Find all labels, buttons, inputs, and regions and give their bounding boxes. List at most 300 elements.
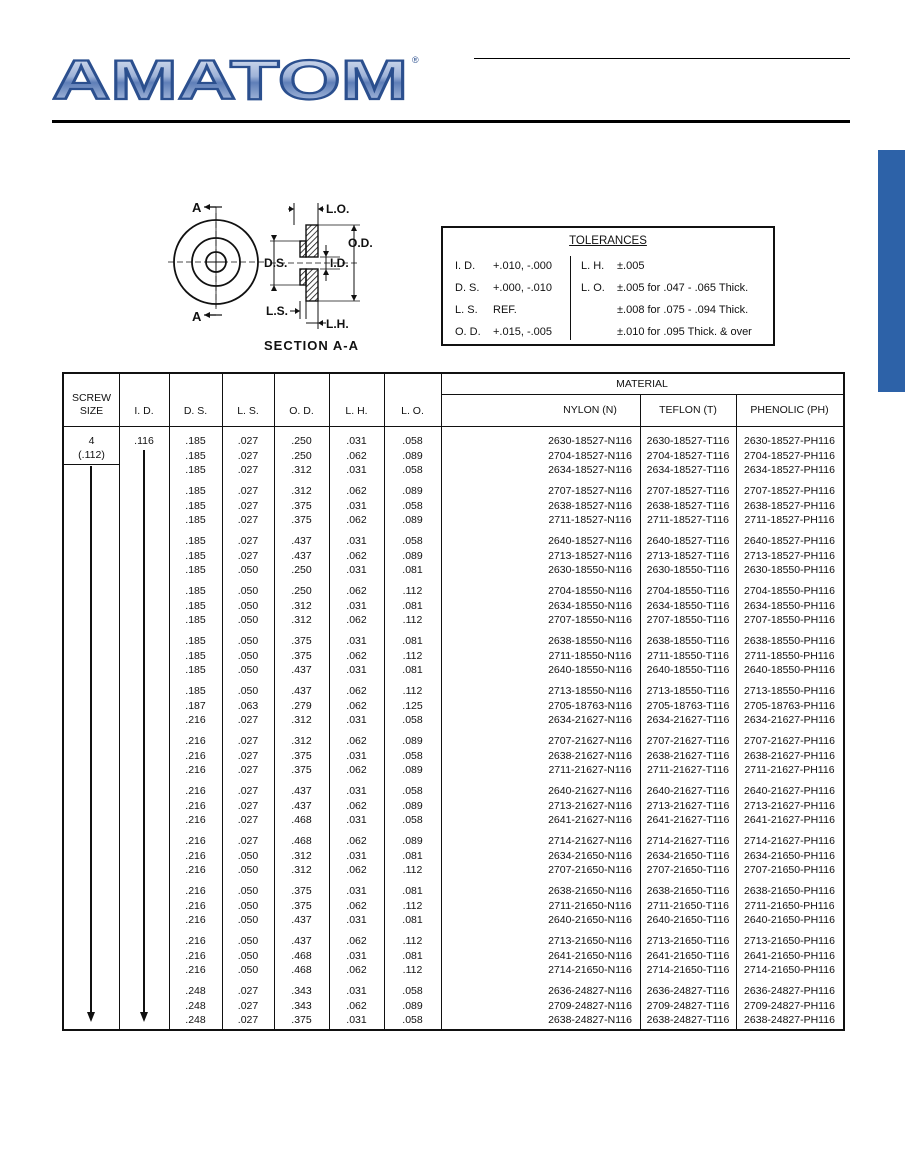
cell-lo: .081: [402, 635, 423, 647]
tolerance-row: [581, 280, 771, 296]
dimension-label-ls: L.S.: [266, 304, 289, 318]
cell-od: .437: [291, 535, 312, 547]
cell-lo: .089: [402, 549, 423, 562]
cell-ds: .185: [185, 499, 206, 512]
cell-t: 2707-21627-T116: [646, 735, 730, 747]
cell-od: .250: [291, 435, 312, 447]
cell-ph: 2636-24827-PH116: [744, 985, 835, 997]
cell-ds: .185: [185, 549, 206, 562]
cell-ph: 2714-21627-PH116: [744, 835, 835, 847]
cell-n: 2638-21650-N116: [548, 885, 632, 897]
cell-ds: .185: [185, 685, 206, 697]
cell-ds: .216: [185, 964, 206, 976]
cell-ls: .050: [237, 964, 259, 976]
screw-size-arrow-shaft: [90, 466, 92, 1012]
cell-n: 2711-21650-N116: [548, 899, 632, 912]
tolerance-value: ±.010 for .095 Thick. & over: [617, 326, 752, 338]
cell-ph: 2638-18550-PH116: [744, 635, 835, 647]
header-material: MATERIAL: [616, 378, 668, 390]
section-label-a-bottom: A: [192, 309, 202, 324]
cell-n: 2630-18527-N116: [548, 435, 632, 447]
tolerance-row: [455, 280, 570, 296]
cell-lh: .062: [346, 485, 367, 497]
cell-ph: 2641-21627-PH116: [744, 814, 835, 826]
cell-ph: 2707-21627-PH116: [744, 735, 835, 747]
cell-n: 2641-21650-N116: [548, 949, 632, 962]
cell-t: 2711-18527-T116: [647, 514, 729, 526]
cell-lh: .062: [346, 549, 367, 562]
cell-ls: .027: [237, 499, 259, 512]
cell-ph: 2640-21627-PH116: [744, 785, 835, 797]
cell-t: 2630-18550-T116: [646, 564, 730, 576]
cell-ls: .050: [237, 949, 259, 962]
cell-lh: .062: [346, 735, 367, 747]
cell-t: 2713-18527-T116: [646, 549, 730, 562]
cell-ls: .027: [237, 435, 259, 447]
id-value: .116: [134, 435, 154, 447]
cell-t: 2641-21650-T116: [646, 949, 730, 962]
column-divider: [119, 374, 120, 1029]
cell-t: 2713-21627-T116: [646, 799, 730, 812]
column-divider: [441, 374, 442, 1029]
cell-lo: .081: [402, 599, 423, 612]
cell-n: 2634-18527-N116: [548, 464, 632, 476]
cell-n: 2713-21627-N116: [548, 799, 632, 812]
cell-n: 2640-18527-N116: [548, 535, 632, 547]
cell-lh: .031: [346, 914, 367, 926]
cell-lo: .081: [402, 949, 423, 962]
cell-lh: .031: [346, 949, 367, 962]
cell-t: 2636-24827-T116: [646, 985, 730, 997]
header-screw-size: SCREW SIZE: [71, 392, 112, 417]
tolerance-value: +.010, -.000: [493, 260, 553, 272]
cell-lo: .112: [402, 899, 423, 912]
registered-mark: ®: [412, 55, 419, 65]
cell-t: 2704-18550-T116: [646, 585, 730, 597]
cell-ph: 2707-18550-PH116: [744, 614, 835, 626]
cell-lh: .031: [346, 564, 367, 576]
cell-ph: 2634-18550-PH116: [744, 599, 835, 612]
section-caption: SECTION A-A: [264, 338, 360, 353]
cell-t: 2638-21650-T116: [646, 885, 730, 897]
cell-lh: .062: [346, 999, 367, 1012]
cell-lh: .031: [346, 749, 367, 762]
cell-lo: .058: [402, 435, 423, 447]
cell-ds: .216: [185, 935, 206, 947]
tolerance-value: ±.005 for .047 - .065 Thick.: [617, 282, 749, 294]
cell-lh: .062: [346, 835, 367, 847]
cell-t: 2640-18550-T116: [646, 664, 730, 676]
cell-ph: 2711-21627-PH116: [744, 764, 835, 776]
header-id: I. D.: [134, 405, 154, 417]
cell-ls: .027: [237, 449, 259, 462]
cell-lo: .058: [402, 1014, 423, 1026]
screw-size-box-rule: [64, 464, 119, 465]
cell-ph: 2638-21650-PH116: [744, 885, 835, 897]
cell-ls: .027: [237, 764, 259, 776]
cell-ds: .185: [185, 585, 206, 597]
cell-od: .468: [291, 949, 312, 962]
cell-od: .312: [291, 599, 312, 612]
cell-ds: .216: [185, 835, 206, 847]
cell-n: 2705-18763-N116: [548, 699, 632, 712]
cell-lh: .062: [346, 614, 367, 626]
cell-lo: .112: [402, 964, 423, 976]
cell-ds: .185: [185, 435, 206, 447]
cell-lo: .089: [402, 485, 423, 497]
cell-ph: 2711-18550-PH116: [744, 649, 835, 662]
cell-ls: .050: [237, 614, 259, 626]
cell-ls: .027: [237, 999, 259, 1012]
cell-ds: .216: [185, 885, 206, 897]
cell-n: 2638-18527-N116: [548, 499, 632, 512]
cell-lh: .031: [346, 714, 367, 726]
cell-ds: .216: [185, 764, 206, 776]
cell-n: 2638-18550-N116: [548, 635, 632, 647]
cell-ds: .185: [185, 649, 206, 662]
cell-ds: .248: [185, 985, 206, 997]
cell-od: .375: [291, 899, 312, 912]
screw-size-value: 4: [88, 435, 95, 447]
tolerance-row: [455, 324, 570, 340]
cell-ds: .185: [185, 635, 206, 647]
cell-lh: .062: [346, 699, 367, 712]
cell-lo: .058: [402, 535, 423, 547]
cell-lo: .125: [402, 699, 423, 712]
cell-ph: 2713-18527-PH116: [744, 549, 835, 562]
cell-lh: .031: [346, 635, 367, 647]
cell-n: 2713-18527-N116: [548, 549, 632, 562]
tolerance-row: [455, 258, 570, 274]
header-lo: L. O.: [401, 405, 424, 417]
cell-lo: .089: [402, 514, 423, 526]
cell-ph: 2640-18550-PH116: [744, 664, 835, 676]
cell-n: 2711-18527-N116: [548, 514, 632, 526]
cell-lo: .112: [402, 685, 423, 697]
cell-od: .312: [291, 464, 312, 476]
cell-lh: .062: [346, 764, 367, 776]
cell-ph: 2709-24827-PH116: [744, 999, 835, 1012]
cell-t: 2641-21627-T116: [646, 814, 730, 826]
cell-t: 2711-21650-T116: [647, 899, 729, 912]
id-arrow-shaft: [143, 450, 145, 1012]
header-rule-short: [474, 58, 850, 59]
washer-top-view: [168, 207, 264, 315]
cell-lh: .031: [346, 1014, 367, 1026]
cell-lo: .089: [402, 835, 423, 847]
cell-ls: .027: [237, 749, 259, 762]
material-header-rule: [441, 394, 843, 395]
cell-lo: .112: [402, 614, 423, 626]
cell-ph: 2641-21650-PH116: [744, 949, 835, 962]
cell-ph: 2630-18550-PH116: [744, 564, 835, 576]
cell-ls: .050: [237, 885, 259, 897]
cell-n: 2640-21627-N116: [548, 785, 632, 797]
cell-lh: .031: [346, 499, 367, 512]
cell-t: 2640-21627-T116: [646, 785, 730, 797]
cell-t: 2630-18527-T116: [646, 435, 730, 447]
cell-ph: 2638-21627-PH116: [744, 749, 835, 762]
cell-lh: .031: [346, 435, 367, 447]
cell-ph: 2713-18550-PH116: [744, 685, 835, 697]
cell-od: .468: [291, 964, 312, 976]
cell-ds: .185: [185, 485, 206, 497]
cell-t: 2638-18527-T116: [646, 499, 730, 512]
section-label-a-top: A: [192, 200, 202, 215]
logo-text: AMATOM: [52, 52, 408, 106]
cell-ds: .185: [185, 535, 206, 547]
cell-ls: .050: [237, 564, 259, 576]
cell-od: .437: [291, 935, 312, 947]
cell-ls: .063: [237, 699, 259, 712]
cell-ds: .216: [185, 864, 206, 876]
cell-ds: .185: [185, 514, 206, 526]
tolerance-row: [455, 302, 570, 318]
cell-ls: .050: [237, 864, 259, 876]
cell-lo: .112: [402, 864, 423, 876]
cell-lo: .058: [402, 749, 423, 762]
cell-lo: .089: [402, 799, 423, 812]
cell-ph: 2707-21650-PH116: [744, 864, 835, 876]
cell-lh: .062: [346, 964, 367, 976]
cell-t: 2638-18550-T116: [646, 635, 730, 647]
cell-ls: .050: [237, 664, 259, 676]
dimension-label-lh: L.H.: [326, 317, 349, 331]
cell-t: 2707-18550-T116: [646, 614, 730, 626]
cell-ph: 2634-21627-PH116: [744, 714, 835, 726]
cell-ls: .027: [237, 785, 259, 797]
cell-n: 2641-21627-N116: [548, 814, 632, 826]
cell-ph: 2630-18527-PH116: [744, 435, 835, 447]
cell-od: .312: [291, 864, 312, 876]
cell-od: .250: [291, 564, 312, 576]
cell-n: 2714-21627-N116: [548, 835, 632, 847]
cell-n: 2638-21627-N116: [548, 749, 632, 762]
cell-ls: .050: [237, 935, 259, 947]
cell-lo: .058: [402, 464, 423, 476]
cell-n: 2634-18550-N116: [548, 599, 632, 612]
side-tab: [878, 150, 905, 392]
cell-ph: 2707-18527-PH116: [744, 485, 835, 497]
cell-lh: .031: [346, 785, 367, 797]
cell-ph: 2705-18763-PH116: [744, 699, 835, 712]
tolerance-key: D. S.: [455, 282, 480, 294]
cell-n: 2707-21650-N116: [548, 864, 632, 876]
cell-t: 2714-21627-T116: [646, 835, 730, 847]
cell-ph: 2713-21627-PH116: [744, 799, 835, 812]
cell-od: .437: [291, 799, 312, 812]
cell-lh: .062: [346, 585, 367, 597]
cell-ph: 2713-21650-PH116: [744, 935, 835, 947]
cell-ls: .050: [237, 635, 259, 647]
tolerance-value: ±.008 for .075 - .094 Thick.: [617, 304, 749, 316]
cell-lh: .031: [346, 535, 367, 547]
cell-od: .250: [291, 449, 312, 462]
cell-ph: 2638-18527-PH116: [744, 499, 835, 512]
cell-ph: 2704-18527-PH116: [744, 449, 835, 462]
cell-ls: .050: [237, 585, 259, 597]
cell-t: 2709-24827-T116: [646, 999, 730, 1012]
cell-lo: .058: [402, 785, 423, 797]
tolerance-value: +.000, -.010: [493, 282, 553, 294]
cell-od: .375: [291, 1014, 312, 1026]
cell-n: 2707-18527-N116: [548, 485, 632, 497]
cell-lh: .062: [346, 899, 367, 912]
cell-ds: .185: [185, 664, 206, 676]
cell-lh: .062: [346, 799, 367, 812]
cell-od: .312: [291, 735, 312, 747]
cell-n: 2640-18550-N116: [548, 664, 632, 676]
header-bottom-rule: [64, 426, 843, 427]
cell-lh: .031: [346, 664, 367, 676]
cell-od: .312: [291, 849, 312, 862]
cell-lo: .112: [402, 649, 423, 662]
tolerance-value: +.015, -.005: [493, 326, 553, 338]
cell-t: 2713-21650-T116: [646, 935, 730, 947]
cell-lo: .089: [402, 449, 423, 462]
cell-t: 2634-21650-T116: [646, 849, 730, 862]
cell-od: .375: [291, 514, 312, 526]
cell-t: 2711-21627-T116: [647, 764, 729, 776]
cell-t: 2634-18550-T116: [646, 599, 730, 612]
tolerance-key: O. D.: [455, 326, 481, 338]
tolerance-key: L. O.: [581, 282, 605, 294]
cell-ds: .248: [185, 999, 206, 1012]
cell-ls: .027: [237, 514, 259, 526]
tolerance-key: I. D.: [455, 260, 476, 272]
cell-ph: 2711-21650-PH116: [744, 899, 835, 912]
cell-t: 2707-18527-T116: [646, 485, 730, 497]
cell-od: .437: [291, 685, 312, 697]
cell-lh: .062: [346, 514, 367, 526]
cell-od: .375: [291, 764, 312, 776]
cell-t: 2640-18527-T116: [646, 535, 730, 547]
cell-t: 2634-21627-T116: [646, 714, 730, 726]
cell-ls: .027: [237, 1014, 259, 1026]
cell-ds: .185: [185, 464, 206, 476]
cell-lh: .031: [346, 985, 367, 997]
cell-lh: .031: [346, 599, 367, 612]
cell-ph: 2640-18527-PH116: [744, 535, 835, 547]
cell-od: .250: [291, 585, 312, 597]
cell-ph: 2704-18550-PH116: [744, 585, 835, 597]
tolerance-row: [581, 258, 771, 274]
washer-diagram: [160, 195, 400, 355]
cell-ls: .027: [237, 985, 259, 997]
cell-lh: .062: [346, 685, 367, 697]
cell-od: .437: [291, 914, 312, 926]
cell-lo: .058: [402, 714, 423, 726]
cell-od: .437: [291, 549, 312, 562]
cell-od: .375: [291, 635, 312, 647]
cell-lo: .089: [402, 764, 423, 776]
id-arrow-head: [140, 1012, 148, 1022]
cell-n: 2634-21650-N116: [548, 849, 632, 862]
cell-ls: .027: [237, 535, 259, 547]
cell-ph: 2640-21650-PH116: [744, 914, 835, 926]
tolerance-row: [581, 324, 771, 340]
cell-od: .375: [291, 749, 312, 762]
cell-ls: .027: [237, 464, 259, 476]
header-rule: [52, 120, 850, 123]
cell-ds: .216: [185, 785, 206, 797]
cell-ds: .185: [185, 614, 206, 626]
cell-od: .312: [291, 485, 312, 497]
cell-lo: .081: [402, 885, 423, 897]
cell-t: 2705-18763-T116: [646, 699, 730, 712]
cell-ls: .027: [237, 549, 259, 562]
cell-ls: .050: [237, 914, 259, 926]
tolerances-box: [441, 226, 775, 346]
cell-lo: .112: [402, 585, 423, 597]
cell-lo: .058: [402, 499, 423, 512]
cell-lo: .081: [402, 564, 423, 576]
dimension-label-od: O.D.: [348, 236, 373, 250]
cell-lo: .112: [402, 935, 423, 947]
cell-n: 2704-18550-N116: [548, 585, 632, 597]
cell-od: .279: [291, 699, 312, 712]
cell-ls: .027: [237, 835, 259, 847]
dimension-label-lo: L.O.: [326, 202, 350, 216]
cell-lo: .058: [402, 814, 423, 826]
cell-n: 2707-21627-N116: [548, 735, 632, 747]
cell-ds: .185: [185, 449, 206, 462]
header-teflon: TEFLON (T): [659, 404, 717, 416]
header-nylon: NYLON (N): [563, 404, 617, 416]
cell-ls: .050: [237, 599, 259, 612]
cell-lo: .058: [402, 985, 423, 997]
cell-ls: .027: [237, 485, 259, 497]
cell-n: 2713-21650-N116: [548, 935, 632, 947]
cell-od: .375: [291, 499, 312, 512]
washer-spec-table: [62, 372, 845, 1031]
cell-t: 2711-18550-T116: [647, 649, 729, 662]
amatom-logo: [52, 52, 424, 106]
cell-ds: .216: [185, 849, 206, 862]
cell-t: 2713-18550-T116: [646, 685, 730, 697]
cell-lh: .031: [346, 885, 367, 897]
cell-od: .375: [291, 885, 312, 897]
screw-size-arrow-head: [87, 1012, 95, 1022]
cell-lo: .081: [402, 914, 423, 926]
cell-n: 2713-18550-N116: [548, 685, 632, 697]
cell-lh: .062: [346, 449, 367, 462]
tolerances-title: TOLERANCES: [569, 235, 647, 247]
cell-ds: .216: [185, 814, 206, 826]
cell-t: 2638-21627-T116: [646, 749, 730, 762]
cell-ls: .027: [237, 814, 259, 826]
screw-size-decimal: (.112): [78, 449, 105, 461]
cell-n: 2704-18527-N116: [548, 449, 632, 462]
cell-od: .437: [291, 785, 312, 797]
cell-n: 2638-24827-N116: [548, 1014, 632, 1026]
cell-n: 2714-21650-N116: [548, 964, 632, 976]
cell-t: 2704-18527-T116: [646, 449, 730, 462]
cell-n: 2711-18550-N116: [548, 649, 632, 662]
header-od: O. D.: [289, 405, 314, 417]
cell-n: 2630-18550-N116: [548, 564, 632, 576]
cell-lo: .089: [402, 999, 423, 1012]
cell-ph: 2714-21650-PH116: [744, 964, 835, 976]
cell-t: 2638-24827-T116: [646, 1014, 730, 1026]
cell-ds: .185: [185, 564, 206, 576]
cell-lo: .081: [402, 849, 423, 862]
cell-ls: .050: [237, 899, 259, 912]
cell-ls: .027: [237, 735, 259, 747]
cell-ls: .050: [237, 849, 259, 862]
cell-n: 2707-18550-N116: [548, 614, 632, 626]
cell-ds: .216: [185, 749, 206, 762]
